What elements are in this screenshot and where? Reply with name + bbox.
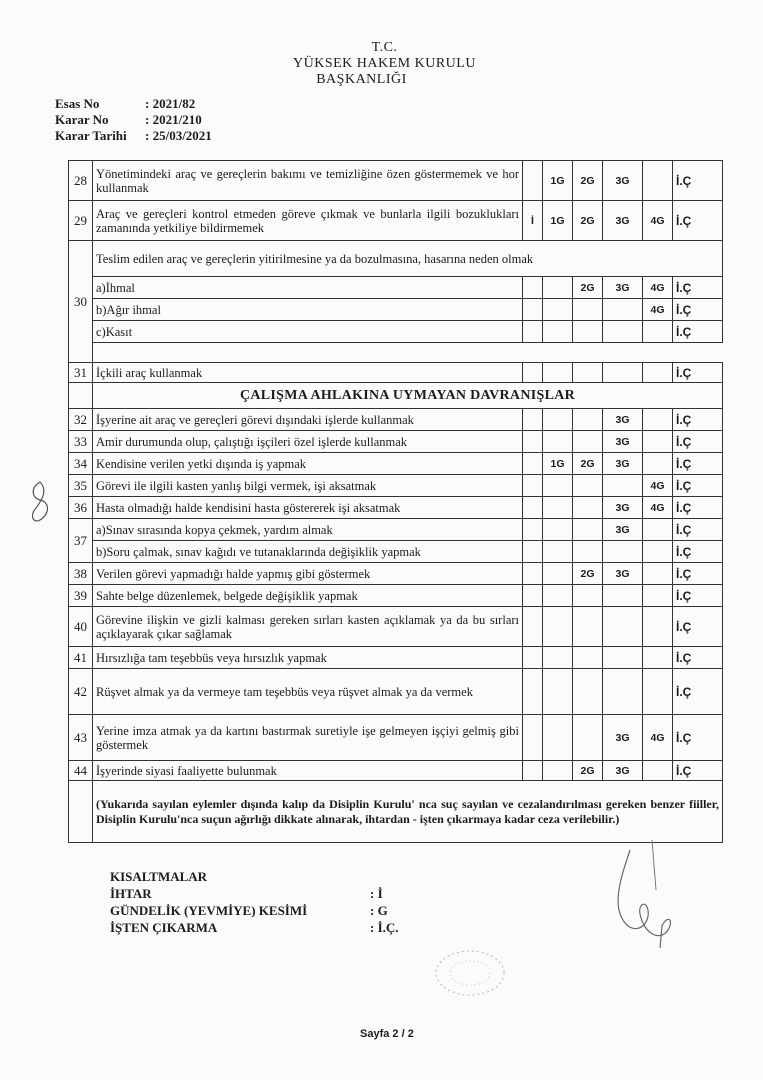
- table-row: [69, 277, 723, 299]
- row-description: c)Kasıt: [93, 321, 523, 343]
- penalty-1g: [543, 277, 573, 299]
- penalty-4g: [643, 541, 673, 563]
- row-number: 32: [69, 409, 93, 431]
- page-number: Sayfa 2 / 2: [360, 1028, 414, 1040]
- case-metadata: [55, 96, 212, 144]
- penalty-ic: İ.Ç: [673, 431, 723, 453]
- penalty-ihtar: [523, 277, 543, 299]
- row-number: 37: [69, 519, 93, 563]
- penalty-ic: İ.Ç: [673, 669, 723, 715]
- penalty-ic: İ.Ç: [673, 161, 723, 201]
- section-row: [69, 383, 723, 409]
- abbr-label: İŞTEN ÇIKARMA: [110, 920, 218, 935]
- penalty-3g: [603, 321, 643, 343]
- penalty-2g: [573, 647, 603, 669]
- table-row: [69, 519, 723, 541]
- penalty-ic: İ.Ç: [673, 519, 723, 541]
- table-row: [69, 647, 723, 669]
- penalty-ic: İ.Ç: [673, 715, 723, 761]
- penalty-4g: [643, 585, 673, 607]
- table-row: [69, 585, 723, 607]
- row-number: 42: [69, 669, 93, 715]
- esas-label: Esas No: [55, 96, 100, 111]
- table-row: [69, 475, 723, 497]
- penalty-2g: [573, 715, 603, 761]
- penalty-3g: [603, 607, 643, 647]
- penalty-ihtar: [523, 647, 543, 669]
- karar-value: : 2021/210: [145, 112, 202, 127]
- abbr-label: İHTAR: [110, 886, 152, 901]
- penalty-2g: [573, 321, 603, 343]
- row-description: Teslim edilen araç ve gereçlerin yitirilmesine ya da bozulmasına, hasarına neden olmak: [93, 241, 723, 277]
- penalty-4g: [643, 363, 673, 383]
- penalty-ic: İ.Ç: [673, 497, 723, 519]
- penalty-2g: 2G: [573, 761, 603, 781]
- row-number-empty: [69, 383, 93, 409]
- penalty-4g: [643, 431, 673, 453]
- penalty-1g: [543, 519, 573, 541]
- penalty-ihtar: [523, 497, 543, 519]
- row-description: Araç ve gereçleri kontrol etmeden göreve çıkmak ve bunlarla ilgili bozuklukları zamanında yetkiliye bildirmemek: [93, 201, 523, 241]
- table-row: [69, 607, 723, 647]
- footnote: (Yukarıda sayılan eylemler dışında kalıp da Disiplin Kurulu' nca suç sayılan ve cezalandırılması gereken benzer fiiller, Disiplin Kurulu'nca suçun ağırlığı dikkate alınarak, ihtardan - işten çıkarmaya kadar ceza verilebilir.): [93, 781, 723, 843]
- penalty-3g: [603, 647, 643, 669]
- penalty-3g: 3G: [603, 277, 643, 299]
- penalty-3g: 3G: [603, 497, 643, 519]
- row-number: 39: [69, 585, 93, 607]
- penalty-ic: İ.Ç: [673, 607, 723, 647]
- penalty-4g: [643, 607, 673, 647]
- row-number: 30: [69, 241, 93, 363]
- table-row: [69, 161, 723, 201]
- penalty-4g: [643, 761, 673, 781]
- penalty-2g: 2G: [573, 277, 603, 299]
- penalty-2g: 2G: [573, 563, 603, 585]
- row-description: Kendisine verilen yetki dışında iş yapmak: [93, 453, 523, 475]
- penalty-ihtar: [523, 161, 543, 201]
- penalty-2g: [573, 409, 603, 431]
- penalty-3g: 3G: [603, 161, 643, 201]
- row-number: 31: [69, 363, 93, 383]
- tarih-label: Karar Tarihi: [55, 128, 127, 143]
- penalty-1g: [543, 563, 573, 585]
- abbr-value: : İ: [370, 886, 383, 901]
- penalty-1g: [543, 669, 573, 715]
- penalty-3g: [603, 475, 643, 497]
- penalty-1g: [543, 541, 573, 563]
- penalty-1g: [543, 299, 573, 321]
- row-number: 34: [69, 453, 93, 475]
- signature-image: [590, 830, 700, 960]
- penalty-4g: 4G: [643, 201, 673, 241]
- penalty-1g: [543, 475, 573, 497]
- abbr-label: GÜNDELİK (YEVMİYE) KESİMİ: [110, 903, 308, 918]
- penalty-3g: [603, 363, 643, 383]
- table-row: [69, 201, 723, 241]
- penalty-2g: [573, 669, 603, 715]
- penalty-ic: İ.Ç: [673, 321, 723, 343]
- row-description: Hasta olmadığı halde kendisini hasta göstererek işi aksatmak: [93, 497, 523, 519]
- penalty-1g: 1G: [543, 453, 573, 475]
- penalty-2g: [573, 475, 603, 497]
- penalty-4g: 4G: [643, 497, 673, 519]
- row-description: Yerine imza atmak ya da kartını bastırmak suretiyle işe gelmeyen işçiyi gelmiş gibi göstermek: [93, 715, 523, 761]
- penalty-4g: [643, 563, 673, 585]
- header-line-tc: T.C.: [371, 40, 398, 55]
- penalty-ic: İ.Ç: [673, 201, 723, 241]
- karar-label: Karar No: [55, 112, 109, 127]
- row-description: İşyerine ait araç ve gereçleri görevi dışındaki işlerde kullanmak: [93, 409, 523, 431]
- penalty-3g: 3G: [603, 409, 643, 431]
- penalty-4g: [643, 669, 673, 715]
- row-description: İçkili araç kullanmak: [93, 363, 523, 383]
- penalty-3g: 3G: [603, 563, 643, 585]
- penalty-ihtar: [523, 669, 543, 715]
- penalty-3g: 3G: [603, 453, 643, 475]
- penalty-ihtar: [523, 541, 543, 563]
- penalty-2g: [573, 519, 603, 541]
- row-number: 29: [69, 201, 93, 241]
- row-description: Görevine ilişkin ve gizli kalması gereken sırları kasten açıklamak ya da bu sırları açıklayarak çıkar sağlamak: [93, 607, 523, 647]
- row-description: Hırsızlığa tam teşebbüs veya hırsızlık yapmak: [93, 647, 523, 669]
- penalty-1g: [543, 321, 573, 343]
- row-number: 43: [69, 715, 93, 761]
- penalty-ic: İ.Ç: [673, 363, 723, 383]
- penalty-4g: [643, 647, 673, 669]
- penalty-1g: 1G: [543, 201, 573, 241]
- table-row: [69, 497, 723, 519]
- penalty-ihtar: İ: [523, 201, 543, 241]
- penalty-ihtar: [523, 299, 543, 321]
- penalty-4g: [643, 161, 673, 201]
- penalty-4g: [643, 321, 673, 343]
- penalty-3g: 3G: [603, 761, 643, 781]
- row-number-empty: [69, 781, 93, 843]
- penalty-ic: İ.Ç: [673, 409, 723, 431]
- penalty-ic: İ.Ç: [673, 277, 723, 299]
- abbr-value: : İ.Ç.: [370, 920, 399, 935]
- penalty-2g: [573, 541, 603, 563]
- header-line-office: BAŞKANLIĞI: [316, 72, 407, 87]
- row-description: a)İhmal: [93, 277, 523, 299]
- row-number: 44: [69, 761, 93, 781]
- esas-value: : 2021/82: [145, 96, 196, 111]
- penalty-2g: 2G: [573, 453, 603, 475]
- penalty-ihtar: [523, 475, 543, 497]
- row-number: 35: [69, 475, 93, 497]
- penalty-2g: 2G: [573, 201, 603, 241]
- penalty-1g: [543, 431, 573, 453]
- penalty-3g: 3G: [603, 519, 643, 541]
- penalty-4g: [643, 453, 673, 475]
- table-row: [69, 321, 723, 343]
- abbr-value: : G: [370, 903, 388, 918]
- penalty-2g: [573, 363, 603, 383]
- penalty-4g: 4G: [643, 299, 673, 321]
- table-row: [69, 715, 723, 761]
- penalty-1g: [543, 647, 573, 669]
- penalty-ihtar: [523, 585, 543, 607]
- penalty-1g: [543, 761, 573, 781]
- row-description: Verilen görevi yapmadığı halde yapmış gibi göstermek: [93, 563, 523, 585]
- table-row: [69, 241, 723, 277]
- row-number: 41: [69, 647, 93, 669]
- row-description: Yönetimindeki araç ve gereçlerin bakımı ve temizliğine özen göstermemek ve hor kullanmak: [93, 161, 523, 201]
- penalty-1g: [543, 409, 573, 431]
- penalty-4g: 4G: [643, 277, 673, 299]
- row-description: b)Ağır ihmal: [93, 299, 523, 321]
- penalty-2g: [573, 299, 603, 321]
- penalty-ic: İ.Ç: [673, 475, 723, 497]
- penalty-1g: [543, 607, 573, 647]
- penalty-4g: [643, 409, 673, 431]
- discipline-penalty-table: [68, 160, 723, 843]
- penalty-3g: [603, 669, 643, 715]
- penalty-ihtar: [523, 431, 543, 453]
- penalty-ihtar: [523, 563, 543, 585]
- table-row: [69, 669, 723, 715]
- penalty-ic: İ.Ç: [673, 541, 723, 563]
- row-number: 38: [69, 563, 93, 585]
- penalty-2g: [573, 607, 603, 647]
- penalty-1g: [543, 715, 573, 761]
- abbreviations-title: KISALTMALAR: [110, 869, 208, 884]
- penalty-2g: 2G: [573, 161, 603, 201]
- header-line-institution: YÜKSEK HAKEM KURULU: [293, 56, 476, 71]
- table-row: [69, 343, 723, 363]
- penalty-ihtar: [523, 761, 543, 781]
- penalty-3g: 3G: [603, 201, 643, 241]
- penalty-1g: 1G: [543, 161, 573, 201]
- table-row: [69, 431, 723, 453]
- penalty-ic: İ.Ç: [673, 761, 723, 781]
- penalty-ihtar: [523, 321, 543, 343]
- penalty-ihtar: [523, 363, 543, 383]
- penalty-ihtar: [523, 607, 543, 647]
- penalty-3g: [603, 585, 643, 607]
- penalty-2g: [573, 497, 603, 519]
- row-number: 28: [69, 161, 93, 201]
- penalty-ic: İ.Ç: [673, 453, 723, 475]
- handwritten-mark-image: [26, 478, 56, 526]
- tarih-value: : 25/03/2021: [145, 128, 212, 143]
- table-row: [69, 563, 723, 585]
- penalty-3g: 3G: [603, 431, 643, 453]
- row-description: Görevi ile ilgili kasten yanlış bilgi vermek, işi aksatmak: [93, 475, 523, 497]
- table-row: [69, 409, 723, 431]
- penalty-ihtar: [523, 409, 543, 431]
- row-description: Rüşvet almak ya da vermeye tam teşebbüs veya rüşvet almak ya da vermek: [93, 669, 523, 715]
- penalty-ihtar: [523, 453, 543, 475]
- row-description: İşyerinde siyasi faaliyette bulunmak: [93, 761, 523, 781]
- row-number: 33: [69, 431, 93, 453]
- table-row: [69, 453, 723, 475]
- penalty-3g: [603, 299, 643, 321]
- penalty-3g: 3G: [603, 715, 643, 761]
- row-description: Amir durumunda olup, çalıştığı işçileri özel işlerde kullanmak: [93, 431, 523, 453]
- penalty-1g: [543, 497, 573, 519]
- table-row: [69, 761, 723, 781]
- penalty-ic: İ.Ç: [673, 563, 723, 585]
- row-description: a)Sınav sırasında kopya çekmek, yardım almak: [93, 519, 523, 541]
- row-number: 40: [69, 607, 93, 647]
- row-description: b)Soru çalmak, sınav kağıdı ve tutanaklarında değişiklik yapmak: [93, 541, 523, 563]
- table-row: [69, 299, 723, 321]
- penalty-ic: İ.Ç: [673, 299, 723, 321]
- penalty-4g: 4G: [643, 475, 673, 497]
- penalty-ic: İ.Ç: [673, 647, 723, 669]
- penalty-1g: [543, 363, 573, 383]
- penalty-ihtar: [523, 715, 543, 761]
- row-number: 36: [69, 497, 93, 519]
- row-description: Sahte belge düzenlemek, belgede değişiklik yapmak: [93, 585, 523, 607]
- penalty-ihtar: [523, 519, 543, 541]
- penalty-ic: İ.Ç: [673, 585, 723, 607]
- penalty-4g: [643, 519, 673, 541]
- section-title: ÇALIŞMA AHLAKINA UYMAYAN DAVRANIŞLAR: [93, 383, 723, 409]
- penalty-2g: [573, 431, 603, 453]
- penalty-1g: [543, 585, 573, 607]
- document-header: [0, 40, 763, 88]
- abbreviations-block: [110, 868, 399, 936]
- penalty-2g: [573, 585, 603, 607]
- penalty-4g: 4G: [643, 715, 673, 761]
- table-row: [69, 541, 723, 563]
- stamp-image: [430, 945, 510, 1000]
- table-row: [69, 363, 723, 383]
- penalty-3g: [603, 541, 643, 563]
